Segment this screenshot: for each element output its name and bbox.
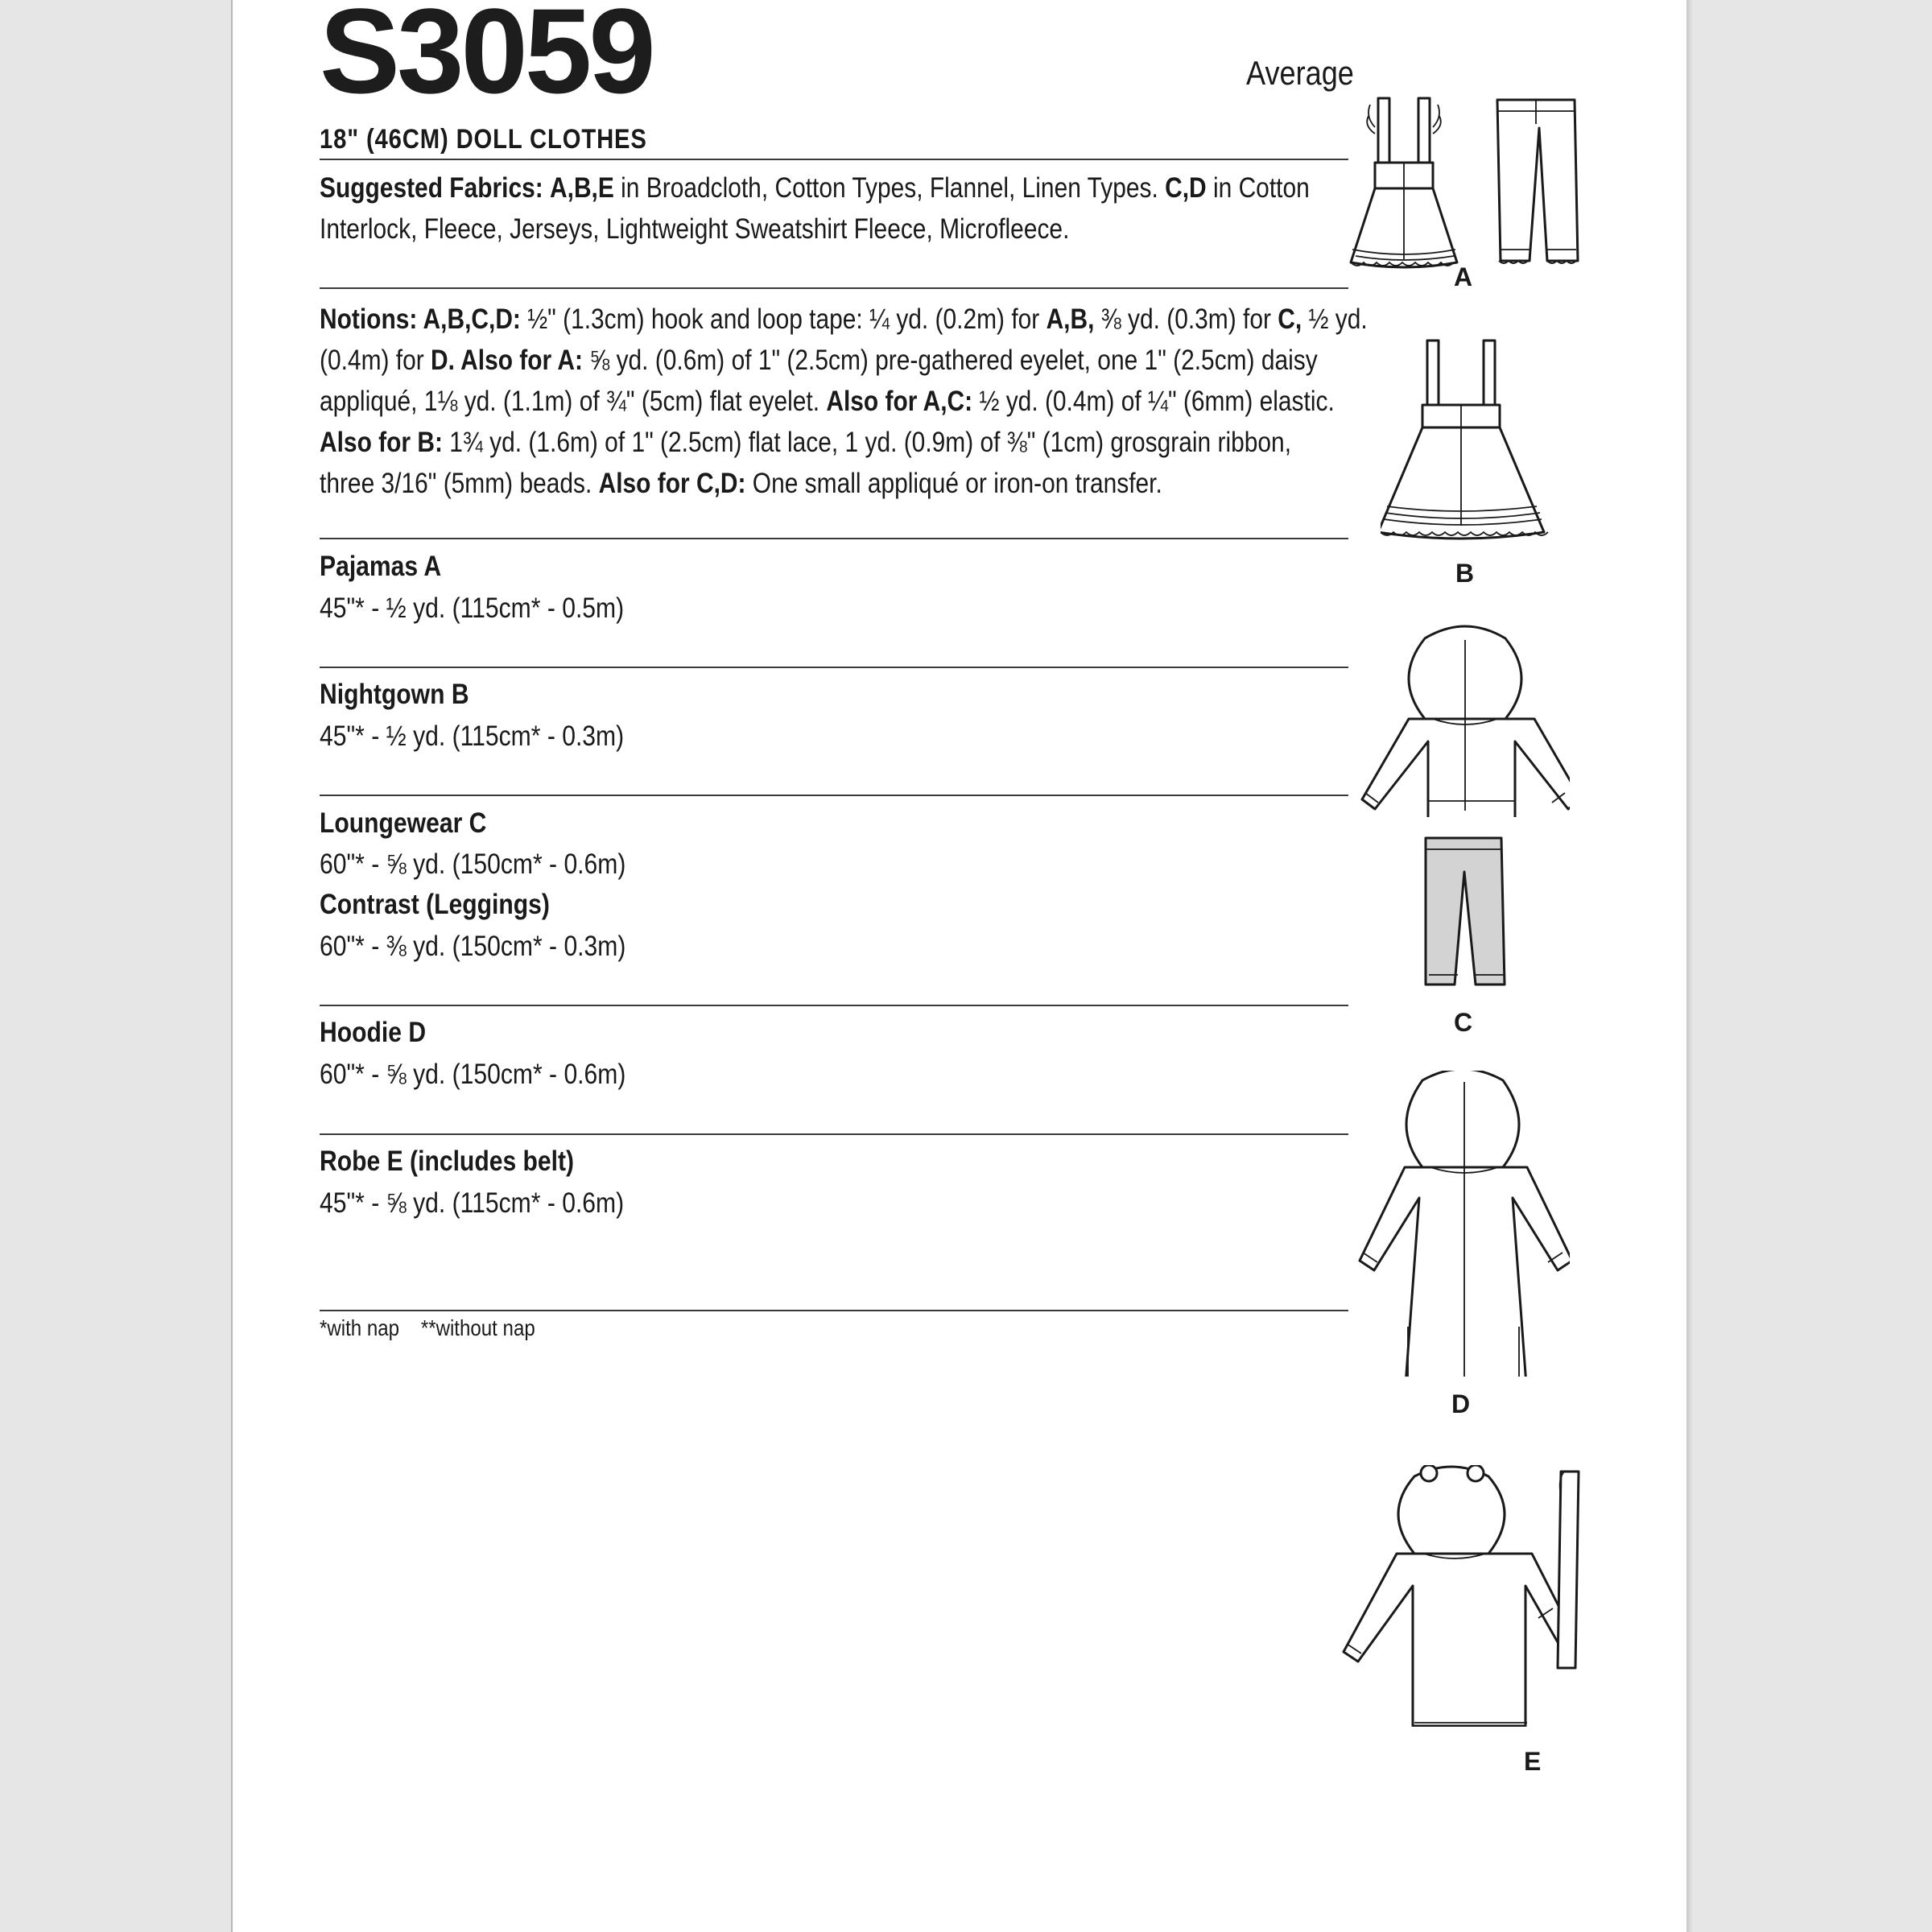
notions-line [320,463,1162,504]
robe-e-icon [1344,1465,1572,1726]
view-label-e: E [1524,1747,1542,1776]
notions-text-run: appliqué, 1⅛ yd. (1.1m) of ¾" (5cm) flat eyelet. [320,386,827,417]
notions-line [320,340,1318,381]
yardage-nightgown-b: 45"* - ½ yd. (115cm* - 0.3m) [320,720,625,752]
suggested-fabrics-line-1 [320,167,1310,208]
pajama-top-icon [1351,98,1457,267]
robe-belt-icon [1558,1472,1579,1668]
section-title-loungewear-c: Loungewear C [320,807,487,839]
notions-text-run: ½ yd. [1302,303,1368,335]
section-title-pajamas-a: Pajamas A [320,551,442,582]
notions-bold-run: A,B, [1046,303,1095,335]
divider [320,667,1348,668]
sheet-shadow [1686,0,1693,1932]
notions-line [320,381,1335,422]
difficulty-level: Average [1246,54,1354,92]
footnote [320,1315,535,1341]
divider [320,1310,1348,1311]
divider [320,538,1348,539]
notions-bold-run: C, [1278,303,1302,335]
pajama-pants-icon [1497,100,1578,263]
view-label-d: D [1451,1389,1471,1418]
footnote-without-nap: **without nap [420,1315,535,1340]
loungewear-c-hoodie-icon [1360,624,1570,817]
notions-text-run: ⅜ yd. (0.3m) for [1094,303,1278,335]
view-label-c: C [1454,1008,1473,1037]
view-label-a: A [1454,262,1473,291]
notions-text-run: One small appliqué or iron-on transfer. [745,468,1162,499]
document-title: 18" (46CM) DOLL CLOTHES [320,124,647,155]
yardage-hoodie-d: 60"* - ⅝ yd. (150cm* - 0.6m) [320,1059,626,1090]
yardage-robe-e: 45"* - ⅝ yd. (115cm* - 0.6m) [320,1187,625,1219]
notions-bold-run: Also for B: [320,427,443,458]
fabrics-views-2: C,D [1165,172,1207,204]
divider [320,795,1348,796]
notions-text-run: ½ yd. (0.4m) of ¼" (6mm) elastic. [972,386,1335,417]
divider [320,159,1348,160]
notions-line [320,422,1291,463]
fabrics-text-2: in Cotton [1206,172,1310,204]
divider [320,1005,1348,1006]
notions-text-run: 1¾ yd. (1.6m) of 1" (2.5cm) flat lace, 1 yd. (0.9m) of ⅜" (1cm) grosgrain ribbon, [442,427,1292,458]
hoodie-d-robe-icon [1356,1071,1570,1377]
view-label-b: B [1455,559,1475,588]
loungewear-c-leggings-icon [1421,833,1509,990]
yardage-loungewear-c: 60"* - ⅝ yd. (150cm* - 0.6m) [320,848,626,880]
section-title-contrast-leggings: Contrast (Leggings) [320,889,550,920]
notions-text-run: (0.4m) for [320,345,431,376]
fabrics-lead: Suggested Fabrics: [320,172,543,204]
divider [320,287,1348,289]
view-a-illustration [1336,89,1594,282]
fabrics-text-1: in Broadcloth, Cotton Types, Flannel, Linen Types. [613,172,1166,204]
notions-text-run: ⅝ yd. (0.6m) of 1" (2.5cm) pre-gathered eyelet, one 1" (2.5cm) daisy [582,345,1318,376]
suggested-fabrics-line-2: Interlock, Fleece, Jerseys, Lightweight Sweatshirt Fleece, Microfleece. [320,213,1070,245]
notions-bold-run: Also for A,C: [826,386,973,417]
notions-bold-run: Notions: A,B,C,D: [320,303,521,335]
pattern-number: S3059 [320,0,653,118]
notions-bold-run: D. Also for A: [431,345,583,376]
section-title-nightgown-b: Nightgown B [320,679,469,710]
notions-text-run: ½" (1.3cm) hook and loop tape: ¼ yd. (0.2m) for [520,303,1046,335]
yardage-pajamas-a: 45"* - ½ yd. (115cm* - 0.5m) [320,592,625,624]
section-title-robe-e: Robe E (includes belt) [320,1146,575,1177]
notions-bold-run: Also for C,D: [598,468,746,499]
yardage-contrast-leggings: 60"* - ⅜ yd. (150cm* - 0.3m) [320,931,626,962]
footnote-with-nap: *with nap [320,1315,400,1340]
nightgown-b-icon [1381,334,1554,543]
divider [320,1133,1348,1135]
notions-text-run: three 3/16" (5mm) beads. [320,468,599,499]
fabrics-views-1: A,B,E [550,172,614,204]
notions-line [320,299,1368,340]
view-e-illustration [1340,1465,1590,1727]
section-title-hoodie-d: Hoodie D [320,1017,427,1048]
